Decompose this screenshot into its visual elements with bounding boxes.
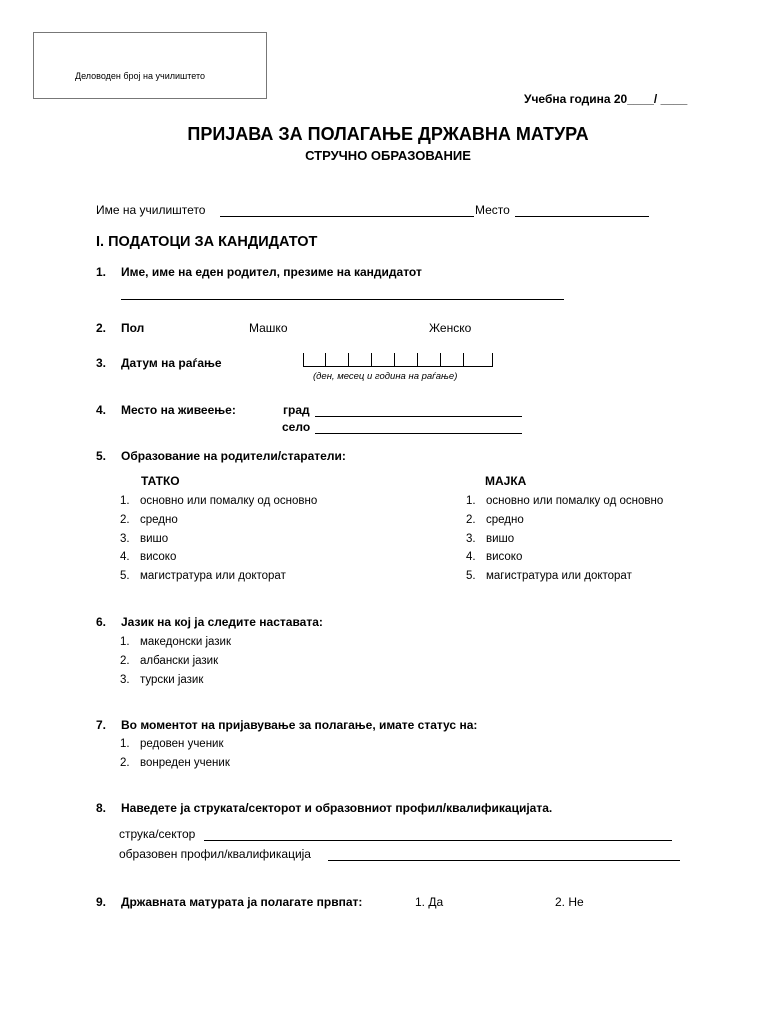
village-label: село [282, 420, 311, 434]
mother-education-option[interactable]: 2. средно [466, 514, 524, 526]
father-education-option[interactable]: 1. основно или помалку од основно [120, 495, 318, 507]
q3-number: 3. [96, 356, 107, 370]
q9-question: Државната матурата ја полагате првпат: [121, 895, 363, 909]
status-option[interactable]: 2. вонреден ученик [120, 757, 230, 769]
language-option[interactable]: 2. албански јазик [120, 655, 219, 667]
q7-question: Во моментот на пријавување за полагање, имате статус на: [121, 718, 478, 732]
city-field[interactable] [315, 416, 522, 417]
q6-number: 6. [96, 615, 107, 629]
q2-number: 2. [96, 321, 107, 335]
father-education-option[interactable]: 2. средно [120, 514, 178, 526]
place-field[interactable] [515, 216, 649, 217]
sector-label: струка/сектор [119, 827, 196, 841]
q6-question: Јазик на кој ја следите наставата: [121, 615, 323, 629]
form-title: ПРИЈАВА ЗА ПОЛАГАЊЕ ДРЖАВНА МАТУРА [187, 124, 589, 144]
place-label: Место [475, 203, 510, 217]
mother-education-option[interactable]: 1. основно или помалку од основно [466, 495, 664, 507]
mother-education-option[interactable]: 5. магистратура или докторат [466, 570, 632, 582]
first-time-no-option[interactable]: 2. Не [555, 895, 584, 909]
profile-label: образовен профил/квалификација [119, 847, 311, 861]
q4-number: 4. [96, 403, 107, 417]
q3-question: Датум на раѓање [121, 356, 222, 370]
school-year-field[interactable]: Учебна година 20____/ ____ [524, 92, 688, 106]
mother-education-option[interactable]: 3. вишо [466, 533, 515, 545]
profile-field[interactable] [328, 860, 680, 861]
q8-number: 8. [96, 801, 107, 815]
village-field[interactable] [315, 433, 522, 434]
q8-question: Наведете ја струката/секторот и образовниот профил/квалификацијата. [121, 801, 553, 815]
sector-field[interactable] [204, 840, 672, 841]
q5-question: Образование на родители/старатели: [121, 449, 346, 463]
school-name-field[interactable] [220, 216, 474, 217]
candidate-name-field[interactable] [121, 299, 564, 300]
gender-male-option[interactable]: Машко [249, 321, 288, 335]
q1-question: Име, име на еден родител, презиме на кандидатот [121, 265, 422, 279]
q9-number: 9. [96, 895, 107, 909]
mother-heading: МАЈКА [485, 474, 527, 488]
q5-number: 5. [96, 449, 107, 463]
city-label: град [283, 403, 310, 417]
father-education-option[interactable]: 3. вишо [120, 533, 169, 545]
registry-number-label: Деловоден број на училиштето [75, 71, 205, 81]
school-name-label: Име на училиштето [96, 203, 206, 217]
first-time-yes-option[interactable]: 1. Да [415, 895, 444, 909]
q2-question: Пол [121, 321, 145, 335]
father-education-option[interactable]: 4. високо [120, 551, 177, 563]
language-option[interactable]: 3. турски јазик [120, 674, 204, 686]
form-subtitle: СТРУЧНО ОБРАЗОВАНИЕ [305, 148, 471, 163]
status-option[interactable]: 1. редовен ученик [120, 738, 224, 750]
registry-number-box[interactable] [33, 32, 267, 99]
q4-question: Место на живеење: [121, 403, 236, 417]
gender-female-option[interactable]: Женско [429, 321, 472, 335]
birth-date-hint: (ден, месец и година на раѓање) [313, 371, 458, 382]
q1-number: 1. [96, 265, 107, 279]
mother-education-option[interactable]: 4. високо [466, 551, 523, 563]
father-heading: ТАТКО [141, 474, 180, 488]
father-education-option[interactable]: 5. магистратура или докторат [120, 570, 286, 582]
language-option[interactable]: 1. македонски јазик [120, 636, 232, 648]
q7-number: 7. [96, 718, 107, 732]
section-heading: I. ПОДАТОЦИ ЗА КАНДИДАТОТ [96, 234, 318, 250]
birth-date-boxes[interactable] [303, 353, 493, 367]
